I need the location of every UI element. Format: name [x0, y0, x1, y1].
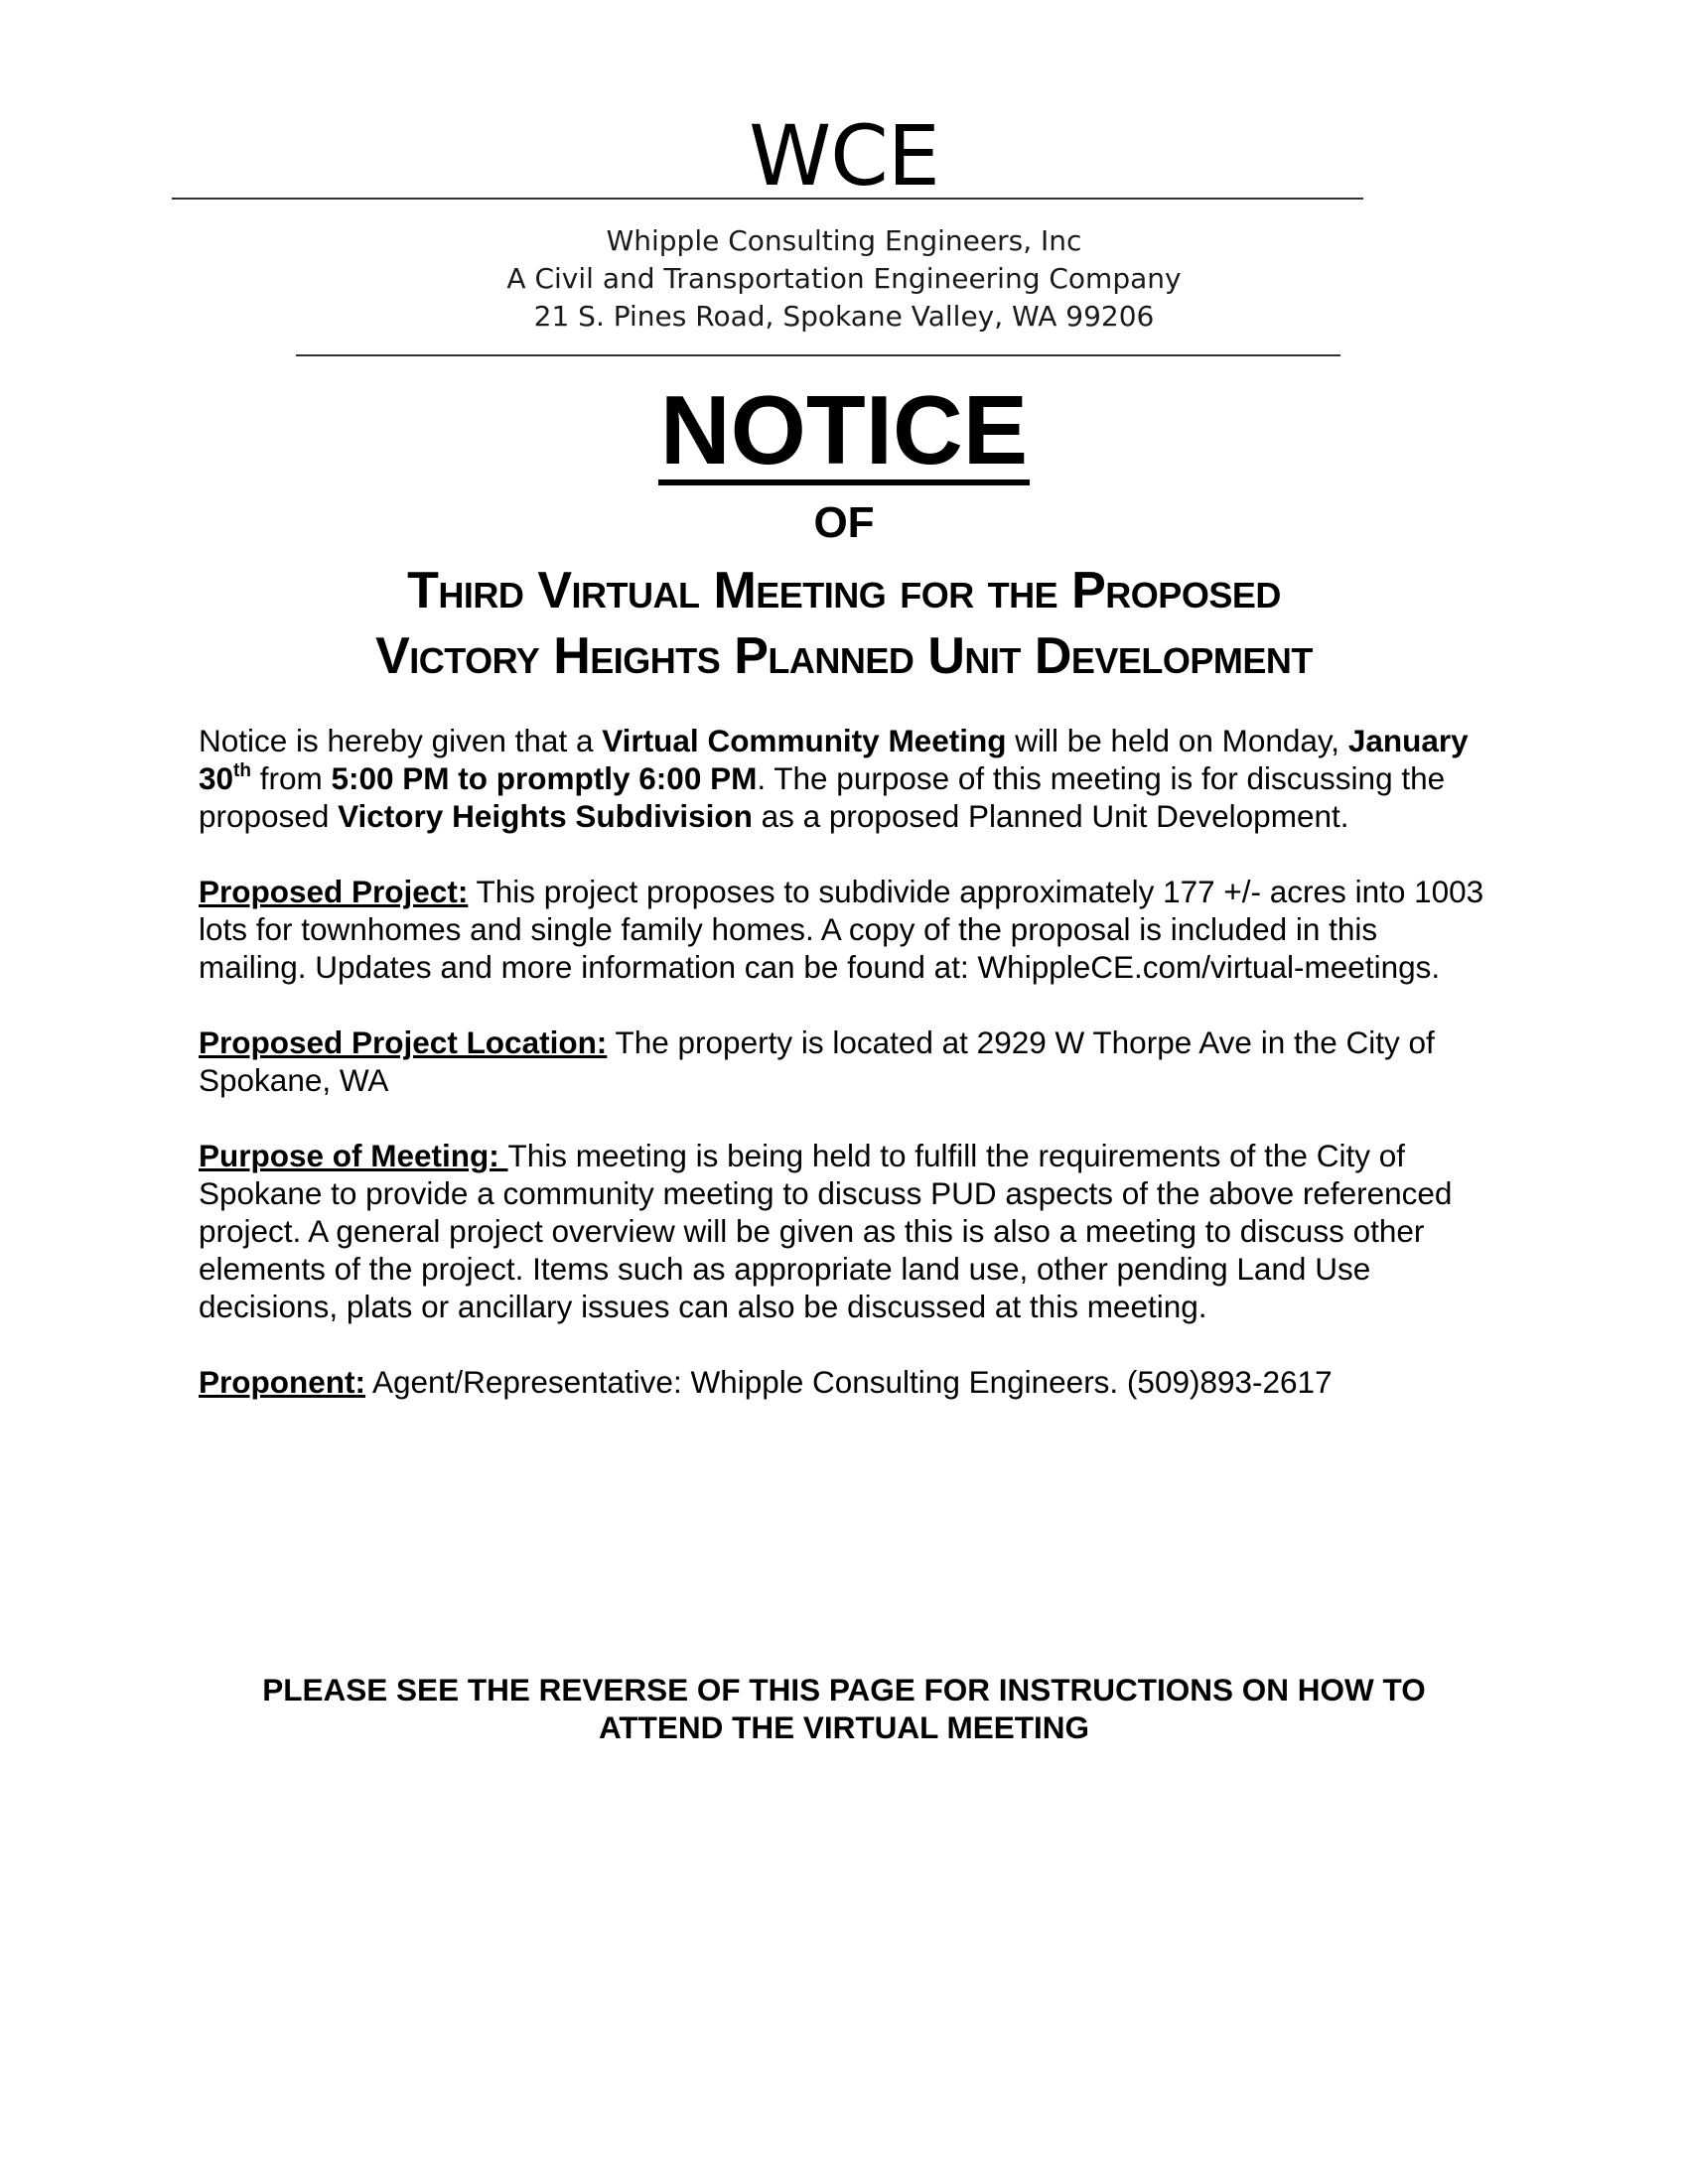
company-logo-text: WCE — [749, 107, 939, 205]
intro-date-suffix: th — [233, 760, 251, 781]
notice-body — [199, 722, 1489, 1438]
company-name: Whipple Consulting Engineers, Inc — [606, 224, 1082, 257]
letterhead-divider-top — [172, 198, 1363, 200]
intro-text-5: as a proposed Planned Unit Development. — [752, 798, 1349, 834]
project-label: Proposed Project: — [199, 874, 469, 909]
notice-heading-text: NOTICE — [659, 375, 1029, 484]
location-label: Proposed Project Location: — [199, 1024, 608, 1060]
intro-subdivision: Victory Heights Subdivision — [338, 798, 753, 834]
company-address: 21 S. Pines Road, Spokane Valley, WA 99206 — [533, 300, 1155, 333]
location-paragraph — [199, 1024, 1489, 1099]
meeting-title — [0, 558, 1688, 689]
proponent-text: Agent/Representative: Whipple Consulting Engineers. (509)893-2617 — [364, 1364, 1333, 1400]
letterhead-divider-bottom — [296, 354, 1340, 356]
intro-date-text: January 30 — [199, 723, 1469, 796]
project-text: This project proposes to subdivide approximately 177 +/- acres into 1003 lots for townhomes and single family homes. A copy of the proposal is included in this mailing. Updates and more information can be found at: WhippleCE.com/virtual-meetings. — [199, 874, 1484, 985]
notice-heading — [0, 375, 1688, 485]
purpose-label: Purpose of Meeting: — [199, 1138, 508, 1173]
project-paragraph — [199, 873, 1489, 986]
reverse-page-note-line-2: ATTEND THE VIRTUAL MEETING — [598, 1709, 1090, 1745]
intro-time: 5:00 PM to promptly 6:00 PM — [331, 760, 758, 796]
intro-meeting-type: Virtual Community Meeting — [602, 723, 1007, 758]
location-text: The property is located at 2929 W Thorpe Ave in the City of Spokane, WA — [199, 1024, 1435, 1098]
of-heading: OF — [813, 498, 875, 547]
reverse-page-note-line-1: PLEASE SEE THE REVERSE OF THIS PAGE FOR INSTRUCTIONS ON HOW TO — [262, 1672, 1426, 1707]
company-tagline: A Civil and Transportation Engineering Company — [506, 262, 1182, 295]
intro-paragraph — [199, 722, 1489, 835]
intro-text-3: from — [250, 760, 332, 796]
intro-text-4: . The purpose of this meeting is for discussing the proposed — [199, 760, 1446, 834]
purpose-paragraph — [199, 1137, 1489, 1325]
reverse-page-note — [0, 1671, 1688, 1746]
letterhead-info — [0, 222, 1688, 336]
intro-text-1: Notice is hereby given that a — [199, 723, 603, 758]
proponent-paragraph — [199, 1363, 1489, 1401]
intro-text-2: will be held on Monday, — [1006, 723, 1348, 758]
purpose-text: This meeting is being held to fulfill the requirements of the City of Spokane to provide a community meeting to discuss PUD aspects of the above referenced project. A general project overview will be given as this is also a meeting to discuss other elements of the project. Items such as appropriate land use, other pending Land Use decisions, plats or ancillary issues can also be discussed at this meeting. — [199, 1138, 1453, 1324]
meeting-title-line-1: Third Virtual Meeting for the Proposed — [407, 562, 1281, 619]
meeting-title-line-2: Victory Heights Planned Unit Development — [375, 627, 1313, 685]
proponent-label: Proponent: — [199, 1364, 365, 1400]
